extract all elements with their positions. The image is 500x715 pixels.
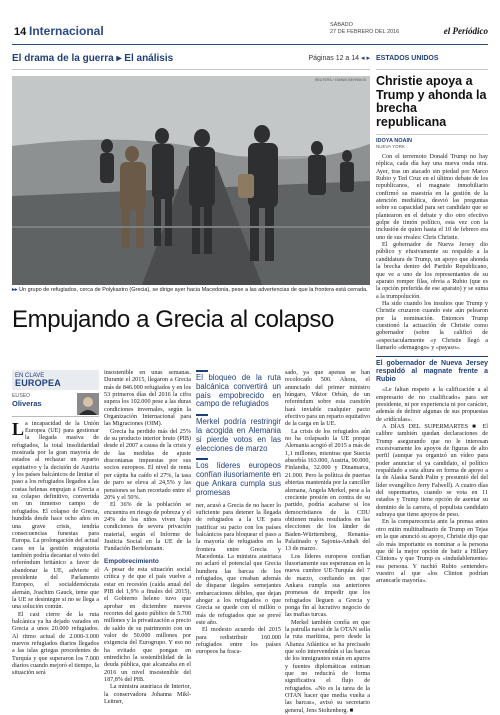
sidebar-article	[376, 48, 488, 586]
column-2	[104, 370, 191, 706]
paragraph: sado, ya que apenas se han recolocado 500. Ahora, el anunciado del primer ministro húngaro, Viktor Orbán, de un referéndum sobre esta cuestión hará inviable cualquier pacto efectivo para un reparto equitativo de la carga en la UE.	[285, 370, 370, 428]
subheading: Empobrecimiento	[104, 557, 159, 565]
drop-cap: L	[12, 418, 25, 439]
sidebar-kicker: ESTADOS UNIDOS	[376, 55, 439, 62]
paragraph: insostenible en unas semanas. Durante el 2015, llegaron a Grecia más de 846.000 refugiados y en los 53 primeros días del 2016 la cifra supera los 102.000 pese a las duras condiciones invernales, según la Organización Internacional para las Migraciones (OIM).	[104, 370, 191, 428]
paragraph: El modesto acuerdo del 2015 para redistribuir 160.000 refugiados entre los países europeos ha fraca-	[196, 627, 281, 656]
pull-quote: El bloqueo de la ruta balcánica convertirá un país empobrecido en campo de refugiados	[196, 373, 281, 409]
author-first-name: ELISEO	[12, 392, 31, 399]
paragraph: A DÍAS DEL SUPERMARTES ■ El calibre también quedan declaraciones de Trump asegurando que no le interesan excesivamente los apoyos de figuras de alto perfil (aunque ya organizó un vídeo para poder anunciar el ya candidato, el político respaldado a esta altura en forma de apoyo a la de Alaska Sarah Palin y presumió del del líder evangélico Jerry Falwell). A cuatro días del supermartes, cuando se vota en 11 estados y Trump tiene opción de asentar su dominio de la carrera, el populista candidato subraya que tiene apoyos de peso.	[376, 424, 488, 519]
paragraph	[12, 418, 99, 612]
column-4	[285, 370, 370, 715]
page-number: 14	[14, 26, 27, 38]
author-last-name: Oliveras	[12, 399, 42, 409]
section-title[interactable]: Internacional	[29, 24, 104, 38]
day-label: SÁBADO	[330, 22, 353, 28]
paragraph: Merkel también confía en que la patrulla naval de la OTAN sella la ruta marítima, pero desde la Alianza Atlántica se ha precisado que solo intervendrán si las barcas de los inmigrantes están en apuros y fuentes diplomáticas estiman que no reducirá de forma significativa el flujo de refugiados. «No es la tarea de la OTAN hacer que media vuelta a las barcas», avisó su secretario general, Jens Stoltenberg. ■	[285, 619, 370, 714]
column-badge-label: EN CLAVE	[15, 373, 45, 379]
pull-quotes	[196, 370, 281, 498]
quote-bar	[196, 458, 208, 460]
paragraph: A pesar de esta situación social crítica y de que el país vuelve a estar en recesión (caída anual del PIB del 1,9% a finales del 2015), el Gobierno heleno tuvo que aprobar en diciembre nuevos recortes del gasto público de 5.700 millones y la privatización a precio de saldo de su patrimonio con un valor de 50.000 millones por exigencia del Eurogrupo. Y eso no ha evitado que pongan en entredicho la sostenibilidad de la deuda pública, que alcanzaba en el 2016 un nivel insostenible del 187,8% del PIB.	[104, 566, 191, 684]
paragraph-text: a incapacidad de la Unión Europea (UE) para gestionar la llegada masiva de refugiados, la total insolidaridad mostrada por la gran mayoría de estados al rechazar un reparto equitativo y la decisión de Austria y los países balcánicos de limitar el paso a los refugiados llegados a las costas helenas empujan a Grecia a su colapso definitivo, convertida en un inmenso campo de refugiados. El colapso de Grecia, hundida desde hace ocho años en una grave crisis, tendría consecuencias funestas para Europa. La prolongación del actual caos en la gestión migratoria también podría decantar el voto del referéndum británico a favor de abandonar la UE, advierte el presidente del Parlamento Europeo, el socialdemócrata alemán, Joachim Gauck, teme que la UE se desintegre si no se llega a una solución común.	[12, 420, 99, 611]
column-badge	[12, 370, 99, 390]
sidebar-author: IDOYA NOAIN	[376, 138, 412, 144]
paragraph: La crisis de los refugiados aún no ha colapsado la UE porque Alemania acogió el 2015 a más de 1,1 millones, mientras que Suecia absorbía 163.000, Austria, 90.000, Finlandia, 32.000 y Dinamarca, 21.000. Pero la política de puertas abiertas mantenida por la canciller alemana, Angela Merkel, pese a la creciente presión en contra de su partido, podría acabarse si los democristianos de la CDU obtienen malos resultados en las elecciones de los länder de Baden-Württemberg, Renania-Palatinado y Sajonia-Anhalt del 13 de marzo.	[285, 428, 370, 553]
pages-label: Páginas 12 a 14	[308, 55, 360, 62]
headline: Empujando a Grecia al colapso	[12, 306, 334, 333]
pages-nav[interactable]	[308, 54, 370, 62]
sidebar-subheading: El gobernador de Nueva Jersey respaldó al magnate frente a Rubio	[376, 356, 488, 384]
photo-caption	[12, 287, 370, 296]
author-portrait-icon	[77, 393, 99, 415]
pull-quote: Los líderes europeos confían ilusoriamente en que Ankara cumpla sus promesas	[196, 461, 281, 497]
pull-quote: Merkel podría restringir la acogida en Alemania si pierde votos en las elecciones de marzo	[196, 417, 281, 453]
date-label: 27 DE FEBRERO DEL 2016	[330, 29, 400, 35]
paragraph: «Le faltan respeto a la calificación a al empresario de no cualificado» para ser presidente, ni por experiencia ni por carácter, además de definir algunas de sus propuestas de «ridículas».	[376, 387, 488, 423]
kicker: El drama de la guerra ▸ El análisis	[12, 53, 174, 64]
dateline	[330, 22, 399, 36]
paragraph: En la comparecencia ante la prensa antes otro mitin multitudinario de Trump en Tejas en la que anunció su apoyo, Christie dijo que «lo más importante es nominar a la persona que dé la mejor opción de batir a Hillary Clinton» y que Trump es «indudablemente» esa persona. Y nachió Rubio «entender» vuestro al que «los Clinton podrían arrancarle mayoría».	[376, 519, 488, 585]
header-rule	[12, 44, 488, 45]
pages-arrow-icon[interactable]: ◂ ▸	[361, 55, 370, 62]
sidebar-headline[interactable]: Christie apoya a Trump y ahonda la brecha republicana	[376, 74, 487, 129]
column-1	[12, 370, 99, 678]
quote-bar	[196, 414, 208, 416]
sidebar-body	[376, 154, 488, 586]
photo-credit: REUTERS / YANNIS BEHRAKIS	[314, 78, 366, 82]
article-photo[interactable]	[12, 76, 370, 285]
paragraph: Los líderes europeos confían ilusoriamente sus esperanzas en la nueva cumbre UE-Turquía del 7 de marzo, confiando en que Ankara cumpla sus anteriores promesas de impedir que los refugiados lleguen a Grecia y ponga fin al lucrativo negocio de las mafias turcas.	[285, 553, 370, 619]
author-avatar	[77, 393, 99, 415]
caption-arrow-icon: ▸▸	[12, 287, 18, 293]
sidebar-byline	[376, 134, 488, 154]
sidebar-kicker-row	[376, 48, 488, 70]
author-byline[interactable]	[12, 393, 99, 417]
article-columns	[12, 370, 370, 714]
paragraph: La ministra austriaca de Interior, la conservadora Johanna Mikl-Leitner,	[104, 684, 191, 706]
column-3	[196, 370, 281, 657]
paragraph: Con el terremoto Donald Trump no hay réplica, cada día hay una nueva onda otra. Ayer, tras un atacado sin piedad por Marco Rubio y Ted Cruz en el último debate de los republicanos, el magnate inmobiliario confirmó su maestría en la gestión de la atención mediática, desvió las preguntas sobre su capacidad para ser candidato que se plantearon en el debate y dio otro efectivo golpe de timón político, esta vez con la inclusión de quien hasta el 10 de febrero era uno de sus rivales: Chris Christie.	[376, 154, 488, 241]
newspaper-logo[interactable]: el Periódico	[443, 26, 488, 36]
refugees-photo-illustration	[12, 76, 370, 285]
paragraph: El gobernador de Nueva Jersey dio público y efusivamente su respaldo a la candidatura de Trump, un apoyo que ahonda la brecha dentro del Partido Republicano, que ve a uno de los representantes de su aparato romper filas, obvia a Rubio (que es la opción preferida de ese aparato) y se suma a la trumpolución.	[376, 242, 488, 300]
main-article	[12, 48, 370, 714]
paragraph: ner, acusó a Grecia de no hacer lo suficiente para detener la llegada de refugiados a la UE para justificar su pacto con los países balcánicos para bloquear el paso a la mayoría de refugiados en la frontera entre Grecia y Macedonia. La ministra austriaca no aclaró el potencial que Grecia hundiera las barcas de los refugiados, que creaban además de disparar ilegales semejantes embarcaciones débiles, que dejan ahogar a los refugiados o que Grecia se quede con el millón o más de refugiados que se prevé este año.	[196, 502, 281, 627]
paragraph: Ha sido cuando los insultos que Trump y Christie cruzaron cuando este aún pelearon por la nominación. Entonces Trump cuestionó la actuación de Christie como gobernador (sobre la calificó de «espectacularmente «y Christie llegó a llamarlo «demagogo» y «payaso».	[376, 300, 488, 351]
paragraph: El 36% de la población se encuentra en riesgo de pobreza y el 24% de los niños viven bajo condiciones de severa privación material, según el Informe de Justicia Social en la UE de la Fundación Bertelsmann.	[104, 502, 191, 553]
caption-text: Un grupo de refugiados, cerca de Polykastro (Grecia), se dirige ayer hacia Macedonia, pese a las advertencias de que la frontera está cerrada.	[19, 287, 368, 293]
quote-bar	[196, 370, 208, 372]
paragraph: El cast cierre de la ruta balcánica ya ha dejado varados en Grecia a unos 20.000 refugiados. Al ritmo actual de 2.000-3.000 nuevos refugiados diarios llegados a las islas griegas procedentes de Turquía y que superaron los 7.000 diarios cuando mejoró el tiempo, la situación será	[12, 611, 99, 677]
paragraph: Grecia ha perdido más del 25% de su producto interior bruto (PIB) desde el 2007 a causa de la crisis y de las medidas de ajuste draconianas impuestas por sus socios europeos. El nivel de renta per cápita ha caído el 27%, la tasa de paro se eleva al 24,5% y las pensiones se han recortado entre el 20% y el 50%.	[104, 428, 191, 501]
sidebar-location: NUEVA YORK	[376, 144, 405, 149]
kicker-row	[12, 48, 370, 70]
page-header	[0, 0, 500, 46]
column-badge-title: EUROPEA	[15, 378, 61, 389]
